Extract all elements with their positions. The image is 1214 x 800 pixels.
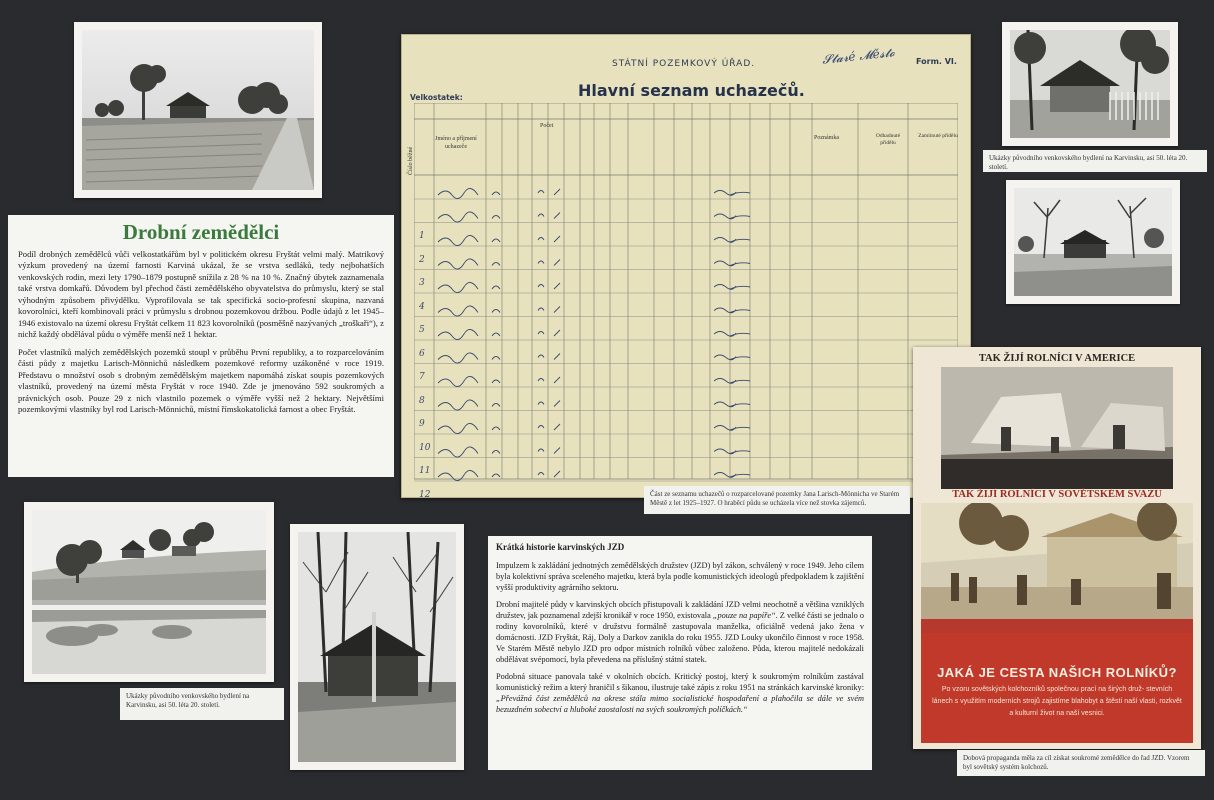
caption-document: Část ze seznamu uchazečů o rozparcelované pozemky Jana Larisch-Mönnicha ve Starém Městě z let 1925–1927. O hraběcí půdu se ucházela více než stovka zájemců. bbox=[644, 486, 910, 514]
photo-cottage-trees-image bbox=[298, 532, 456, 762]
document-row-number: 5 bbox=[419, 325, 425, 335]
caption-poster: Dobová propaganda měla za cíl získat soukromé zemědělce do řad JZD. Vzorem byl sovětský systém kolchozů. bbox=[957, 750, 1205, 776]
document-stamp-scribble: 𝓢𝓽𝓪𝓻é 𝓜ě𝓼𝓽𝓸 bbox=[821, 45, 896, 67]
poster-america-title: TAK ŽIJÍ ROLNÍCI V AMERICE bbox=[978, 353, 1136, 364]
drobni-paragraph-2: Počet vlastníků malých zemědělských pozemků stoupl v průběhu První republiky, a to rozparcelováním části půdy z majetku Larisch-Mönnichů následkem pozemkové reformy uzákoněné v roce 1919. Představu o množství osob s drobným zemědělským majetkem napomáhá získat soupis pozemkových vlastníků, provedený na území města Fryštát v roce 1940. Zde je jmenováno 592 soukromých a právnických osob. Pouze 29 z nich vlastnilo pozemek o výměře vyšší než 2 hektary. Největšími pozemkovými vlastníky byl rod Larisch-Mönnichů, místní římskokatolická farnost a obec Fryštát. bbox=[18, 346, 384, 414]
document-velkostatek-label: Velkostatek: bbox=[410, 93, 463, 102]
column-zamitnute-header: Zamítnuté přídělu bbox=[918, 133, 958, 139]
jzd-chronicle-quote-1: „pouze na papíře“ bbox=[712, 611, 776, 620]
photo-cottage-field-image bbox=[1014, 188, 1172, 296]
drobni-zemedelci-panel bbox=[8, 215, 394, 477]
column-pocet-header: Počet bbox=[540, 123, 554, 129]
column-poradi-header: Číslo běžné bbox=[408, 146, 414, 175]
caption-top-right-photos: Ukázky původního venkovského bydlení na Karvinsku, asi 50. léta 20. století. bbox=[983, 150, 1207, 172]
document-row-number: 1 bbox=[419, 231, 425, 241]
drobni-zemedelci-title: Drobní zemědělci bbox=[122, 220, 280, 244]
land-office-document bbox=[401, 34, 971, 498]
document-row-number: 8 bbox=[419, 395, 425, 406]
document-title: Hlavní seznam uchazečů. bbox=[578, 81, 805, 100]
document-table-grid bbox=[414, 103, 958, 483]
document-row-number: 9 bbox=[419, 419, 425, 429]
caption-pond-photo: Ukázky původního venkovského bydlení na Karvinsku, asi 50. léta 20. století. bbox=[120, 688, 284, 720]
jzd-paragraph-3-part-a: Podobná situace panovala také v okolních obcích. Kritický postoj, který k soukromým rolníkům zastával komunistický režim a který hraničil s šikanou, ilustruje také zápis z roku 1951 na stránkách karvinské kroniky: bbox=[496, 672, 864, 692]
column-poznamka-header: Poznámka bbox=[814, 135, 839, 141]
jzd-paragraph-2 bbox=[496, 599, 864, 665]
photo-cottage-fence bbox=[1002, 22, 1178, 146]
propaganda-poster bbox=[913, 347, 1201, 749]
jzd-chronicle-quote-2: „Převážná část zemědělců na okrese stála mimo socialistické hospodaření a plahočila se dále ve svém bezuzdném sobectví a hluboké zaostalosti na svých soukromých políčkách.“ bbox=[496, 694, 864, 714]
jzd-paragraph-1: Impulzem k zakládání jednotných zemědělských družstev (JZD) byl zákon, schválený v roce 1949. Jeho cílem byla kolektivní správa sceleného majetku, která byla podle komunistických ideologů předpokladem k zajištění vyšší produktivity agrárního sektoru. bbox=[496, 561, 864, 592]
jzd-paragraph-3 bbox=[496, 671, 864, 715]
document-form-number: Form. VI. bbox=[916, 57, 957, 66]
poster-soviet-image bbox=[921, 503, 1193, 633]
document-row-number: 7 bbox=[419, 372, 425, 382]
column-jmeno-header: Jméno a příjmení uchazeče bbox=[435, 136, 477, 150]
column-odhadnute-header: Odhadnuté přídělu bbox=[875, 133, 901, 146]
document-header: STÁTNÍ POZEMKOVÝ ÚŘAD. bbox=[612, 59, 756, 69]
poster-america-image bbox=[941, 367, 1173, 489]
document-row-number: 11 bbox=[419, 466, 431, 476]
poster-question: JAKÁ JE CESTA NAŠICH ROLNÍKŮ? bbox=[937, 665, 1177, 680]
document-row-number: 3 bbox=[419, 278, 425, 288]
photo-cottage-field bbox=[1006, 180, 1180, 304]
document-row-number: 4 bbox=[419, 301, 425, 312]
jzd-history-panel bbox=[488, 536, 872, 770]
photo-cottage-fence-image bbox=[1010, 30, 1170, 138]
document-row-number: 6 bbox=[419, 348, 425, 359]
poster-red-banner bbox=[921, 633, 1193, 743]
poster-question-text: Po vzoru sovětských kolchozníků společnou prací na širých druž- stevních lánech s využitím moderních strojů zajistíme blahobyt a štěstí naší vlasti, rozkvět a kulturní život na naší vesnici. bbox=[932, 686, 1182, 717]
photo-field-cottage-image bbox=[82, 30, 314, 190]
document-row-number: 12 bbox=[419, 489, 431, 500]
photo-field-cottage bbox=[74, 22, 322, 198]
document-row-number: 10 bbox=[419, 442, 431, 453]
document-row-number: 2 bbox=[419, 254, 425, 265]
jzd-paragraph-2-part-b: . Z velké části se jednalo o rodiny kovorolníků, které v družstvu formálně zastupovala manželka, oficiálně vedená jako žena v domácnosti. JZD Fryštát, Ráj, Doly a Darkov zanikla do roku 1955. JZD Louky ukončilo činnost v roce 1958. Ve Starém Městě nebylo JZD pro odpor místních rolníků vůbec založeno. Půda, kterou majitelé nedokázali obdělávat svépomocí, byla převedena na příslušný státní statek. bbox=[496, 611, 864, 664]
photo-cottage-trees bbox=[290, 524, 464, 770]
poster-soviet-title: TAK ŽIJÍ ROLNÍCI V SOVĚTSKÉM SVAZU bbox=[952, 489, 1162, 500]
jzd-paragraph-2-part-a: Drobní majitelé půdy v karvinských obcích přistupovali k zakládání JZD velmi neochotně a většina vzniklých družstev, jak poznamenal zdejší kronikář v roce 1950, existovala bbox=[496, 600, 864, 620]
photo-pond-houses bbox=[24, 502, 274, 682]
photo-pond-image bbox=[32, 510, 266, 674]
drobni-paragraph-1: Podíl drobných zemědělců vůči velkostatkářům byl v politickém okresu Fryštát velmi malý. Matrikový výzkum provedený na území farnosti Karviná ukázal, že se vrstva sedláků, tedy nejbohatších venkovských rodin, mezi lety 1790–1879 postupně snížila z 28 % na 10 %. Značný úbytek zaznamenala také vrstva domkařů. Důvodem byl přechod části zemědělského obyvatelstva do průmyslu, který se stal výhodným způsobem přivýdělku. Vyprofilovala se tak specifická socio-profesní skupina, nazvaná kovorolníci, kteří kombinovali práci v průmyslu s drobnou pozemkovou držbou. Podle údajů z let 1945–1946 existovalo na území okresu Fryštát celkem 11 823 kovorolníků (posměšně nazývaných „troškaři“), z nichž každý obdělával půdu o výměře menší než 1 hektar. bbox=[18, 248, 384, 339]
jzd-title: Krátká historie karvinských JZD bbox=[496, 542, 625, 552]
